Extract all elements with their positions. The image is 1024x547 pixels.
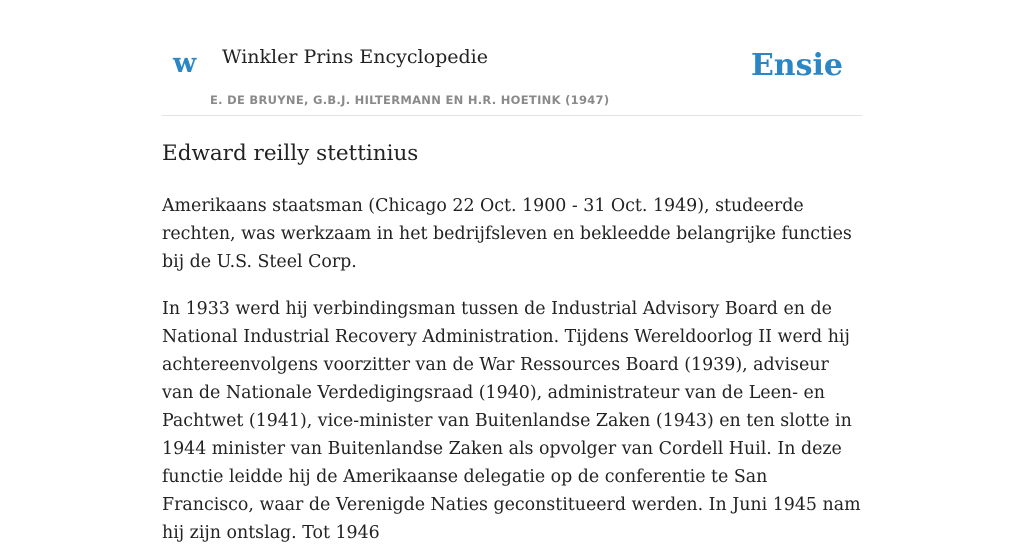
article-paragraph: In 1933 werd hij verbindingsman tussen de Industrial Advisory Board en de National Industrial Recovery Administration. Tijdens Wereldoorlog II werd hij achtereenvolgens voorzitter van de War Ressources Board (1939), adviseur van de Nationale Verdedigingsraad (1940), administrateur van de Leen- en Pachtwet (1941), vice-minister van Buitenlandse Zaken (1943) en ten slotte in 1944 minister van Buitenlandse Zaken als opvolger van Cordell Huil. In deze functie leidde hij de Amerikaanse delegatie op de conferentie te San Francisco, waar de Verenigde Naties geconstitueerd werden. In Juni 1945 nam hij zijn ontslag. Tot 1946 [162, 299, 861, 543]
article [162, 138, 862, 547]
source-title[interactable]: Winkler Prins Encyclopedie [222, 46, 488, 68]
article-paragraph: Amerikaans staatsman (Chicago 22 Oct. 1900 - 31 Oct. 1949), studeerde rechten, was werkzaam in het bedrijfsleven en bekleedde belangrijke functies bij de U.S. Steel Corp. [162, 196, 852, 272]
source-logo[interactable]: w [173, 48, 197, 79]
article-title: Edward reilly stettinius [162, 141, 419, 166]
source-authors: E. DE BRUYNE, G.B.J. HILTERMANN EN H.R. HOETINK (1947) [210, 93, 610, 107]
header [162, 0, 862, 116]
brand-logo[interactable]: Ensie [750, 48, 843, 83]
